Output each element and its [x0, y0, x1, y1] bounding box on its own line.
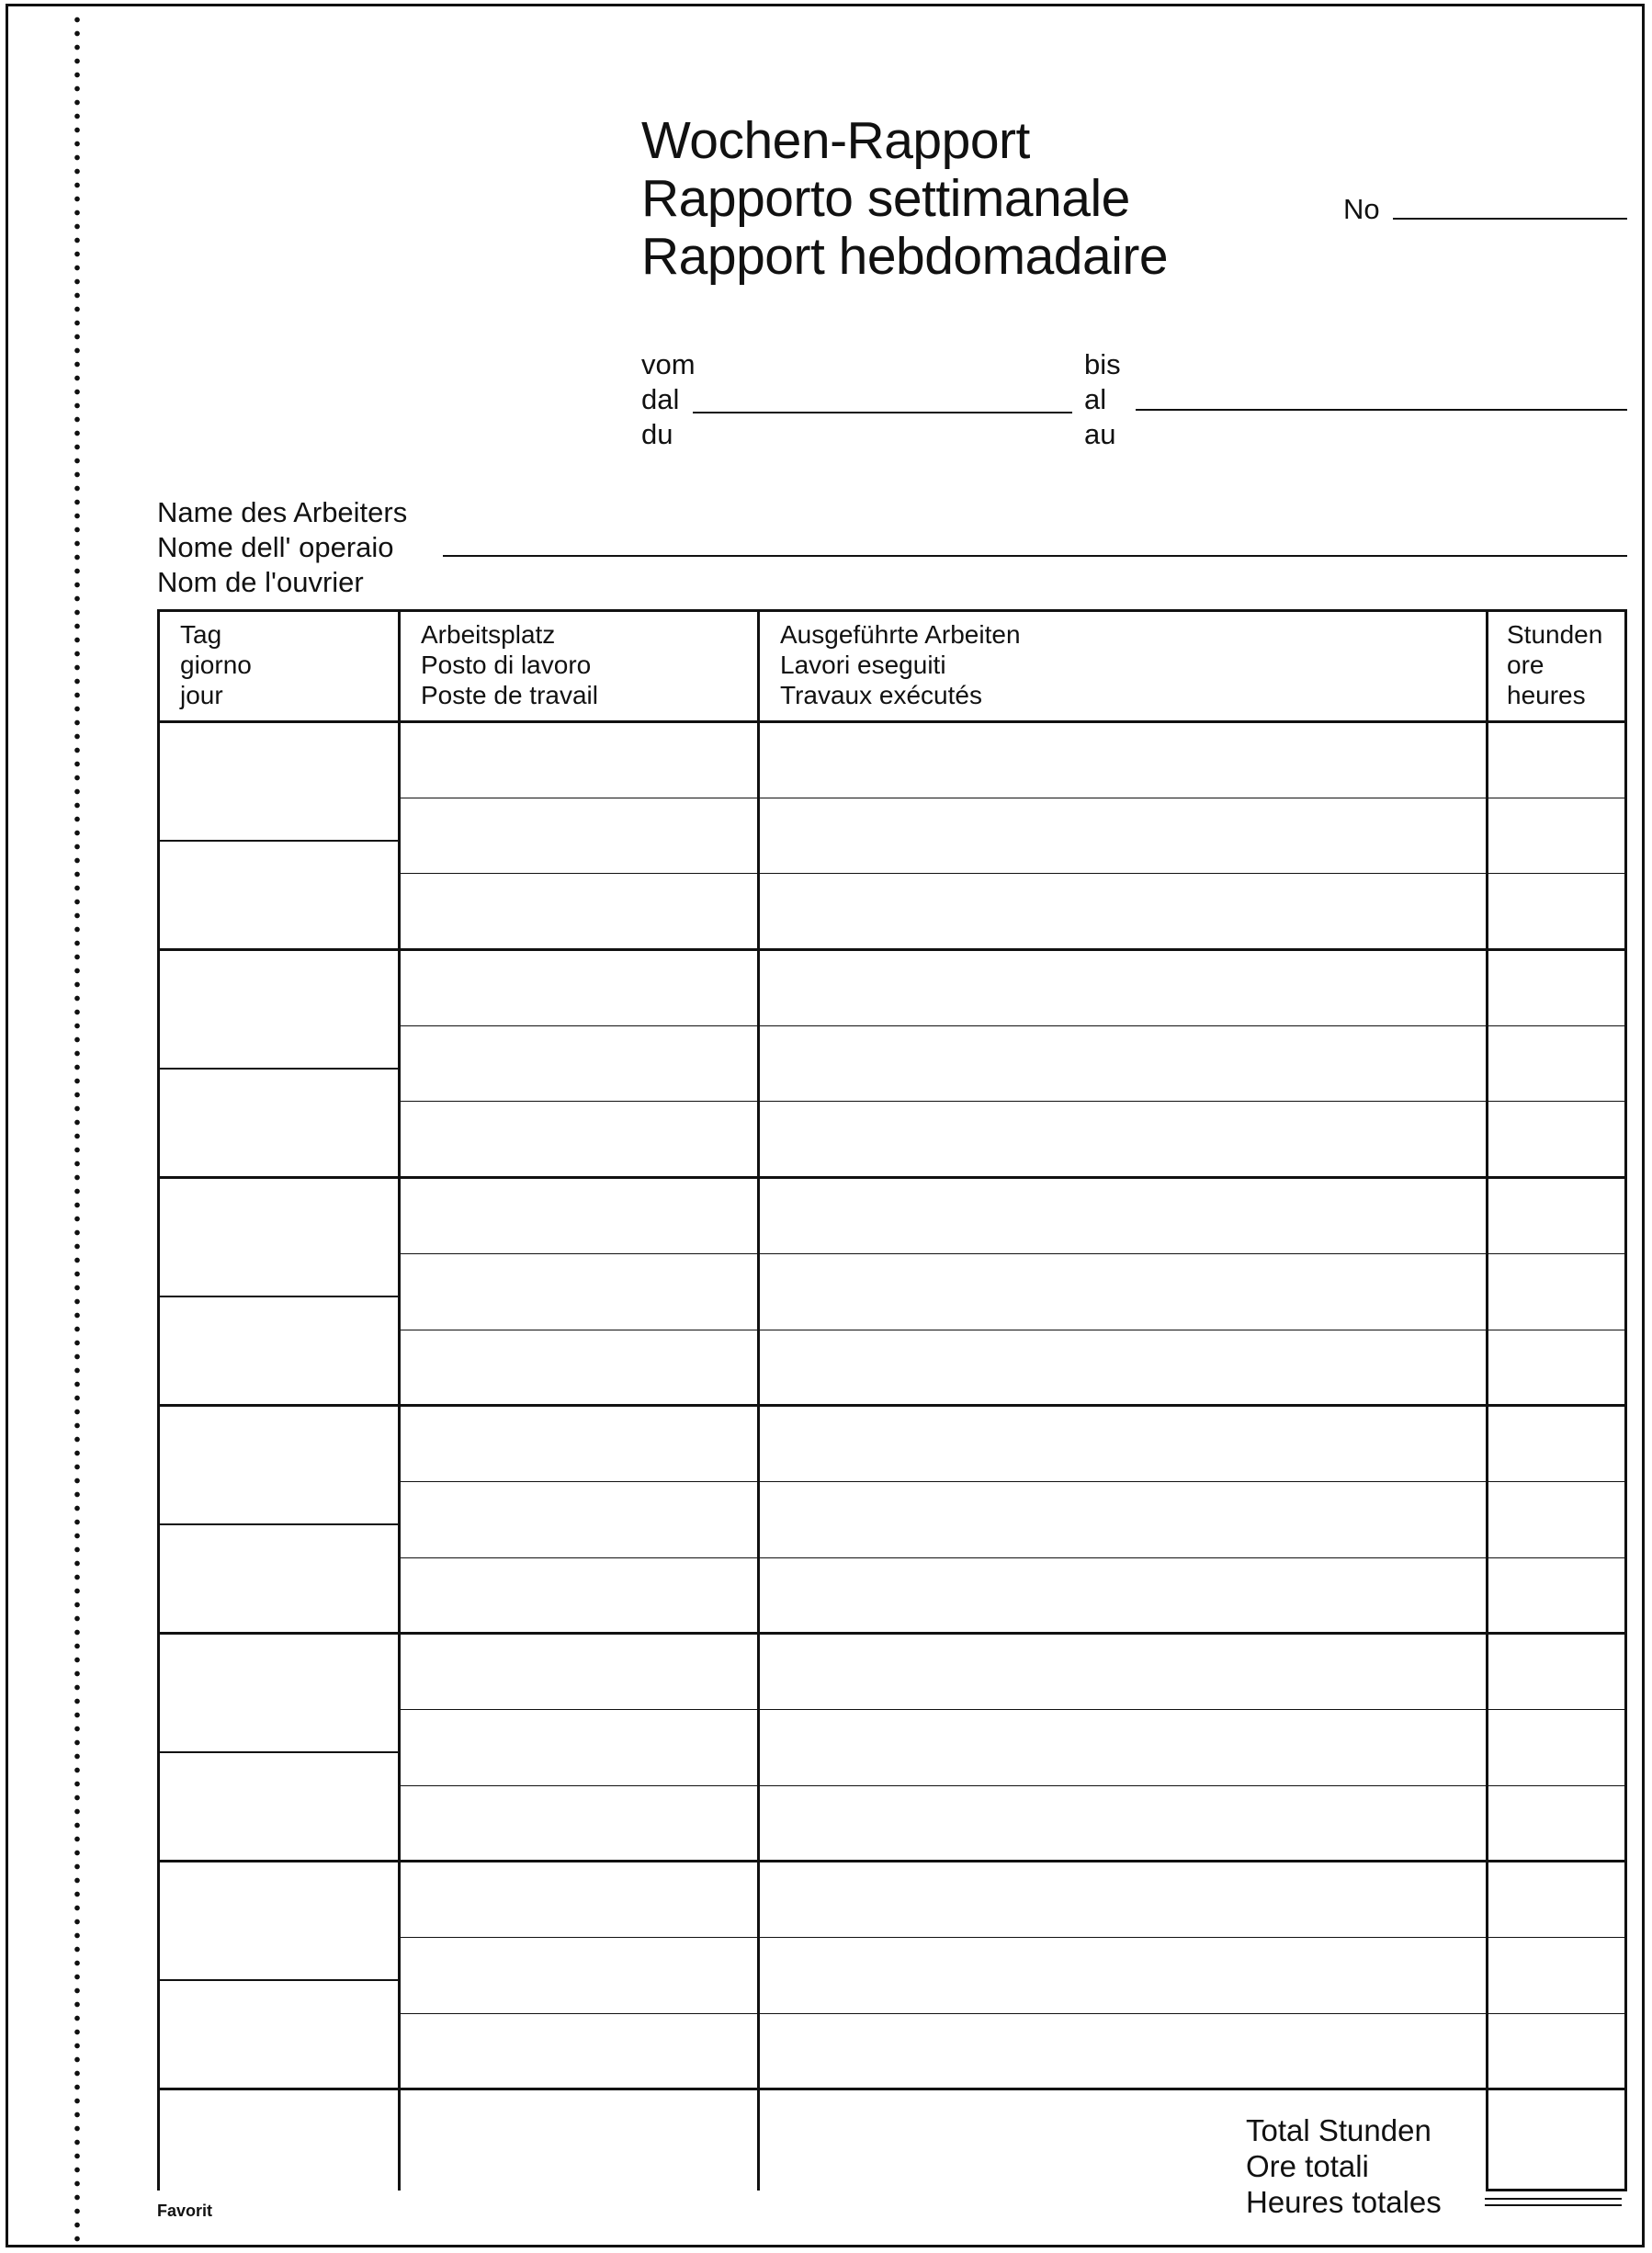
- work-done-cell[interactable]: [759, 1406, 1488, 1482]
- hours-cell[interactable]: [1488, 1481, 1626, 1557]
- work-done-cell[interactable]: [759, 2013, 1488, 2089]
- weekly-report-table: [157, 609, 1627, 2191]
- header-day: Tag giorno jour: [159, 611, 400, 722]
- work-done-cell[interactable]: [759, 1102, 1488, 1178]
- workplace-cell[interactable]: [400, 1178, 759, 1254]
- total-double-rule-bottom: [1485, 2204, 1622, 2206]
- hours-cell[interactable]: [1488, 1938, 1626, 2014]
- work-done-cell[interactable]: [759, 1938, 1488, 2014]
- hours-cell[interactable]: [1488, 1025, 1626, 1102]
- work-done-cell[interactable]: [759, 1253, 1488, 1330]
- work-done-cell[interactable]: [759, 722, 1488, 798]
- workplace-cell[interactable]: [400, 1938, 759, 2014]
- to-date-field[interactable]: [1136, 409, 1627, 411]
- total-hours-cell[interactable]: [1488, 2089, 1626, 2191]
- hours-cell[interactable]: [1488, 1557, 1626, 1634]
- hours-cell[interactable]: [1488, 722, 1626, 798]
- workplace-cell[interactable]: [400, 1862, 759, 1938]
- perforation-edge: [74, 13, 81, 2242]
- hours-cell[interactable]: [1488, 1102, 1626, 1178]
- total-workplace-cell: [400, 2089, 759, 2191]
- work-done-cell[interactable]: [759, 1557, 1488, 1634]
- number-field[interactable]: [1393, 218, 1627, 220]
- work-done-cell[interactable]: [759, 1785, 1488, 1862]
- work-done-cell[interactable]: [759, 1709, 1488, 1785]
- work-done-cell[interactable]: [759, 950, 1488, 1026]
- work-done-cell[interactable]: [759, 1634, 1488, 1710]
- entry-row: [159, 722, 1626, 798]
- workplace-cell[interactable]: [400, 1330, 759, 1406]
- total-day-cell: [159, 2089, 400, 2191]
- brand-label: Favorit: [157, 2202, 213, 2220]
- workplace-cell[interactable]: [400, 1785, 759, 1862]
- day-cell[interactable]: [159, 950, 400, 1178]
- day-cell[interactable]: [159, 1178, 400, 1406]
- workplace-cell[interactable]: [400, 1102, 759, 1178]
- title-german: Wochen-Rapport: [641, 111, 1030, 170]
- number-label: No: [1343, 193, 1380, 225]
- header-workplace: Arbeitsplatz Posto di lavoro Poste de travail: [400, 611, 759, 722]
- to-label: bis al au: [1084, 348, 1121, 450]
- total-hours-label: Total Stunden Ore totali Heures totales: [1246, 2113, 1442, 2219]
- from-label: vom dal du: [641, 348, 696, 450]
- work-done-cell[interactable]: [759, 798, 1488, 874]
- workplace-cell[interactable]: [400, 1253, 759, 1330]
- workplace-cell[interactable]: [400, 1481, 759, 1557]
- workplace-cell[interactable]: [400, 1634, 759, 1710]
- total-double-rule-top: [1485, 2198, 1622, 2200]
- hours-cell[interactable]: [1488, 1862, 1626, 1938]
- workplace-cell[interactable]: [400, 2013, 759, 2089]
- hours-cell[interactable]: [1488, 1253, 1626, 1330]
- hours-cell[interactable]: [1488, 874, 1626, 950]
- header-row: [159, 611, 1626, 722]
- workplace-cell[interactable]: [400, 1557, 759, 1634]
- day-cell[interactable]: [159, 1406, 400, 1634]
- workplace-cell[interactable]: [400, 874, 759, 950]
- hours-cell[interactable]: [1488, 798, 1626, 874]
- title-italian: Rapporto settimanale: [641, 169, 1130, 228]
- hours-cell[interactable]: [1488, 1785, 1626, 1862]
- workplace-cell[interactable]: [400, 722, 759, 798]
- work-done-cell[interactable]: [759, 1330, 1488, 1406]
- header-hours: Stunden ore heures: [1488, 611, 1626, 722]
- work-done-cell[interactable]: [759, 1481, 1488, 1557]
- day-cell[interactable]: [159, 1862, 400, 2089]
- hours-cell[interactable]: [1488, 1634, 1626, 1710]
- work-done-cell[interactable]: [759, 874, 1488, 950]
- work-done-cell[interactable]: [759, 1025, 1488, 1102]
- hours-cell[interactable]: [1488, 1330, 1626, 1406]
- title-french: Rapport hebdomadaire: [641, 227, 1169, 286]
- entry-row: [159, 1634, 1626, 1710]
- work-done-cell[interactable]: [759, 1862, 1488, 1938]
- entry-row: [159, 1406, 1626, 1482]
- workplace-cell[interactable]: [400, 1709, 759, 1785]
- header-work-done: Ausgeführte Arbeiten Lavori eseguiti Travaux exécutés: [759, 611, 1488, 722]
- form-title: [641, 112, 1168, 286]
- work-done-cell[interactable]: [759, 1178, 1488, 1254]
- hours-cell[interactable]: [1488, 1709, 1626, 1785]
- hours-cell[interactable]: [1488, 950, 1626, 1026]
- hours-cell[interactable]: [1488, 1178, 1626, 1254]
- from-date-field[interactable]: [693, 412, 1072, 413]
- workplace-cell[interactable]: [400, 1025, 759, 1102]
- entry-row: [159, 1862, 1626, 1938]
- day-cell[interactable]: [159, 722, 400, 950]
- workplace-cell[interactable]: [400, 798, 759, 874]
- hours-cell[interactable]: [1488, 1406, 1626, 1482]
- hours-cell[interactable]: [1488, 2013, 1626, 2089]
- day-cell[interactable]: [159, 1634, 400, 1862]
- entry-row: [159, 1178, 1626, 1254]
- entry-row: [159, 950, 1626, 1026]
- workplace-cell[interactable]: [400, 950, 759, 1026]
- workplace-cell[interactable]: [400, 1406, 759, 1482]
- worker-name-field[interactable]: [443, 555, 1627, 557]
- worker-name-label: Name des Arbeiters Nome dell' operaio Nom de l'ouvrier: [157, 496, 408, 598]
